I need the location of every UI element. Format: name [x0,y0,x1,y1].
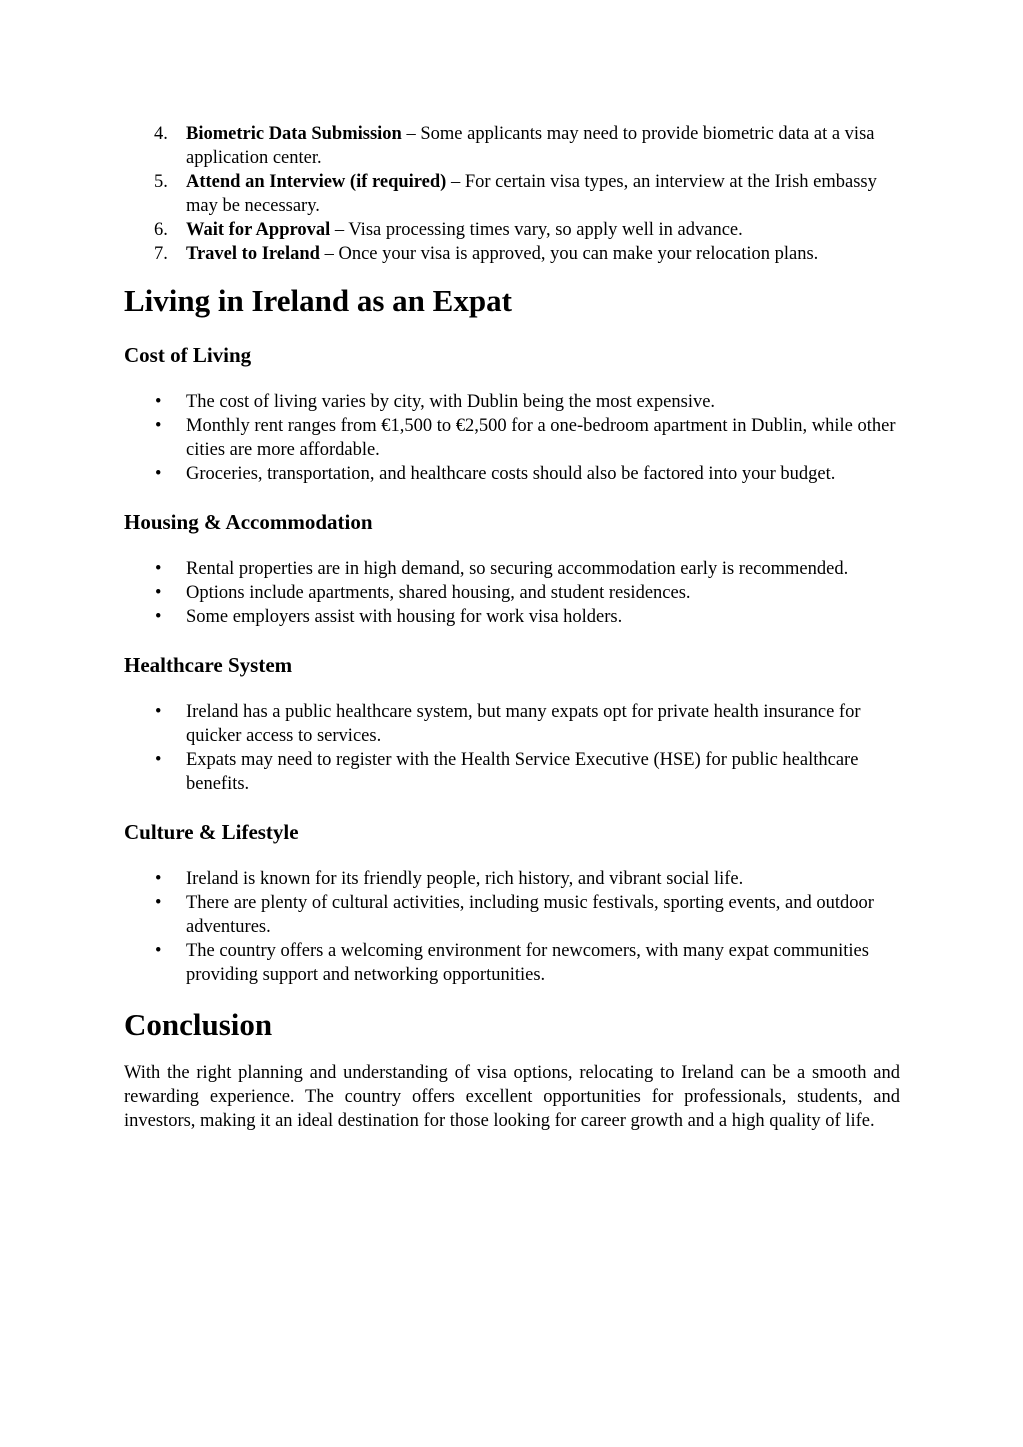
list-item [124,414,900,462]
list-item-text: Ireland has a public healthcare system, but many expats opt for private health insurance for quicker access to services. [186,702,861,746]
step-text: – Visa processing times vary, so apply well in advance. [330,220,743,240]
list-item-text: Options include apartments, shared housing, and student residences. [186,583,691,603]
culture-list [124,867,900,987]
list-item [124,122,900,170]
list-number: 6. [154,220,168,240]
list-item-text: Rental properties are in high demand, so securing accommodation early is recommended. [186,559,849,579]
bullet: • [155,750,162,770]
bullet: • [155,392,162,412]
list-item [124,218,900,242]
list-item-text: Expats may need to register with the Health Service Executive (HSE) for public healthcare benefits. [186,750,859,794]
bullet: • [155,869,162,889]
list-number: 7. [154,244,168,264]
step-title: Biometric Data Submission [186,124,402,144]
list-item [124,242,900,266]
step-title: Attend an Interview (if required) [186,172,447,192]
subheading-culture: Culture & Lifestyle [124,820,299,844]
step-title: Travel to Ireland [186,244,320,264]
list-item [124,939,900,987]
list-item [124,700,900,748]
step-title: Wait for Approval [186,220,331,240]
list-item [124,557,900,581]
list-number: 4. [154,124,168,144]
list-item [124,748,900,796]
step-text: – For certain visa types, an interview at the Irish embassy may be necessary. [186,172,877,216]
visa-steps-list [124,122,900,266]
conclusion-paragraph: With the right planning and understanding of visa options, relocating to Ireland can be a smooth and rewarding experience. The country offers excellent opportunities for professionals, students, and investors, making it an ideal destination for those looking for career growth and a high quality of life. [124,1063,900,1131]
list-item [124,581,900,605]
list-item-text: Groceries, transportation, and healthcare costs should also be factored into your budget. [186,464,836,484]
step-text: – Once your visa is approved, you can make your relocation plans. [319,244,819,264]
list-number: 5. [154,172,168,192]
document-page [124,122,900,1133]
bullet: • [155,702,162,722]
list-item-text: Some employers assist with housing for work visa holders. [186,607,623,627]
healthcare-list [124,700,900,796]
list-item [124,891,900,939]
list-item [124,462,900,486]
list-item [124,170,900,218]
list-item-text: There are plenty of cultural activities, including music festivals, sporting events, and outdoor adventures. [186,893,874,937]
cost-of-living-list [124,390,900,486]
bullet: • [155,559,162,579]
bullet: • [155,464,162,484]
list-item-text: The cost of living varies by city, with Dublin being the most expensive. [186,392,716,412]
section-heading-living: Living in Ireland as an Expat [124,283,512,318]
housing-list [124,557,900,629]
list-item [124,867,900,891]
bullet: • [155,416,162,436]
list-item-text: Ireland is known for its friendly people, rich history, and vibrant social life. [186,869,744,889]
subheading-healthcare: Healthcare System [124,653,293,677]
bullet: • [155,607,162,627]
subheading-housing: Housing & Accommodation [124,510,373,534]
section-heading-conclusion: Conclusion [124,1007,273,1042]
step-text: – Some applicants may need to provide biometric data at a visa application center. [186,124,875,168]
bullet: • [155,583,162,603]
subheading-cost-of-living: Cost of Living [124,343,252,367]
list-item [124,390,900,414]
list-item [124,605,900,629]
list-item-text: The country offers a welcoming environment for newcomers, with many expat communities providing support and networking opportunities. [186,941,869,985]
bullet: • [155,941,162,961]
list-item-text: Monthly rent ranges from €1,500 to €2,500 for a one-bedroom apartment in Dublin, while other cities are more affordable. [186,416,896,460]
bullet: • [155,893,162,913]
